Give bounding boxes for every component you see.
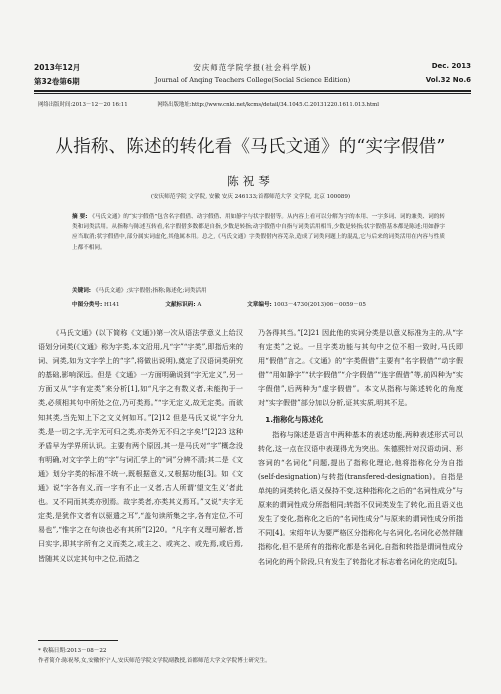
abstract-text: 《马氏文通》的“实字假借”包含名字假借、动字假借、用如静字与状字假借等。从内容上看可以分解为字的本用、一字多词、词的兼类、词的转类和词类活用。从指称与陈述互转看,名字假借多数都是自指,少数是转指;动字假借中自指与词类活用相当,少数是转指;状字假借基本都是陈述;用如静字应当取消;状字假借中,部分属实词虚化,其他属本用。总之,《马氏文通》字类假借内容芜杂,造成了词类问题上的混乱,它与后来的词类活用在内容与性质上都不相同。 xyxy=(72,214,445,251)
article-id-label: 文章编号: xyxy=(247,302,272,308)
body-paragraph: 指称与陈述是语言中两种基本的表述功能,两种表述形式可以转化,这一点在汉语中表现得尤为突出。朱德熙针对汉语动词、形容词的“名词化”问题,提出了指称化理论,他将指称化分为自指(self-designation)与转指(transfered-designation)。自指是单纯的词类转化,语义保持不变,这种指称化之后的“名词性成分”与原来的谓词性成分所指相同;转指不仅词类发生了转化,而且语义也发生了变化,指称化之后的“名词性成分”与原来的谓词性成分所指不同[4]。宋绍年认为要严格区分指称化与名词化,名词化必然伴随指称化,但不是所有的指称化都是名词化,自指和转指是谓词性成分名词化的两个阶段,只有发生了转指化才标志着名词化的完成[5]。 xyxy=(258,429,463,566)
online-url[interactable]: 网络出版地址:http://www.cnki.net/kcms/detail/34.1045.C.20131220.1611.013.html xyxy=(157,102,379,108)
article-id-code: 1003－4730(2013)06－0059－05 xyxy=(273,302,366,308)
doc-label: 文献标识码: xyxy=(165,302,196,308)
keywords-label: 关键词: xyxy=(72,288,92,294)
abstract-label: 摘 要: xyxy=(72,214,88,220)
abstract xyxy=(72,212,445,253)
header-rule-thick xyxy=(34,90,471,92)
header-rule-thin xyxy=(34,93,471,94)
article-title: 从指称、陈述的转化看《马氏文通》的“实字假借” xyxy=(55,137,446,157)
keywords-text: 《马氏文通》;实字假借;指称;陈述化;词类活用 xyxy=(92,288,207,294)
volume-en: Vol.32 No.6 xyxy=(425,76,471,84)
section-heading: 1.指称化与陈述化 xyxy=(265,414,324,424)
volume-cn: 第32卷第6期 xyxy=(34,77,80,86)
doc-code: A xyxy=(197,302,202,308)
cls-code: H141 xyxy=(104,302,120,308)
cls-label: 中图分类号: xyxy=(72,302,103,308)
journal-name-cn: 安庆师范学院学报(社会科学版) xyxy=(193,63,312,72)
author-affiliation: (安庆师范学院 文学院, 安徽 安庆 246133;首都师范大学 文学院, 北京 100089) xyxy=(150,194,351,200)
body-column-right xyxy=(258,326,463,569)
keywords xyxy=(72,286,445,294)
body-column-left xyxy=(38,326,243,566)
journal-header xyxy=(34,62,471,92)
issue-date-en: Dec. 2013 xyxy=(431,62,471,70)
body-paragraph: 《马氏文通》(以下简称《文通》)第一次从语法学意义上给汉语划分词类(《文通》称为字类,本文沿用,凡“字”“字类”,即指后来的词、词类,如为文字学上的“字”,将做出说明),奠定了汉语词类研究的基础,影响深远。但是《文通》一方面明确说到“字无定义”,另一方面又从“字有定类”来分析[1],如“凡字之有数义者,未能拘于一类,必须相其句中所处之位,乃可类焉。”“字无定义,故无定类。而欲知其类,当先知上下之文义何如耳。”[2]12 但是马氏又说“字分九类,是一切之字,无字无可归之类,亦类外无不归之字矣!”[2]23 这种矛盾早为学界所认识。主要有两个原因,其一是马氏对“字”概念没有明确,对文字学上的“字”与词汇学上的“词”分辨不清;其二是《文通》划分字类的标准不统一,既根据意义,又根据功能[3]。如《文通》说“字各有义,而一字有不止一义者,古人所谓‘望文生义’者此也。又不同而其类亦别焉。故字类者,亦类其义焉耳。”又说“夫字无定类,是犹作文者有以驱遣之耳”,“盖句读所集之字,各有定位,不可易也”,“惟字之在句读也必有其所”[2]20。“凡字有义理可解者,皆曰实字,即其字所有之义而类之,或主之、或宾之、或先焉,或后焉,皆随其义以定其句中之位,而措之 xyxy=(38,328,243,563)
journal-name-en: Journal of Anqing Teachers College(Social Science Edition) xyxy=(154,76,351,84)
classification-line xyxy=(72,300,445,308)
body-paragraph: 乃各得其当。”[2]21 因此他的实词分类是以意义标准为主的,从“字有定类”之说。一旦字类功能与其句中之位不相一致时,马氏即用“假借”言之。《文通》的“字类假借”主要有“名字假借”“动字假借”“用如静字”“状字假借”“介字假借”“连字假借”等,前四种为“实字假借”,后两种为“虚字假借”。本文从指称与陈述转化的角度对“实字假借”部分加以分析,证其实质,明其不足。 xyxy=(258,328,463,408)
issue-date-cn: 2013年12月 xyxy=(34,63,81,72)
author-bio: 作者简介:陈祝琴,女,安徽怀宁人,安庆师范学院文学院副教授,首都师范大学文学院博士研究生。 xyxy=(38,658,271,664)
online-date: 网络出版时间:2013－12－20 16:11 xyxy=(38,102,128,108)
publication-info xyxy=(38,100,471,108)
article-author: 陈祝琴 xyxy=(227,174,274,188)
footnote-rule xyxy=(38,640,118,641)
footnote xyxy=(38,646,471,666)
received-date: * 收稿日期:2013－08－22 xyxy=(38,648,107,654)
